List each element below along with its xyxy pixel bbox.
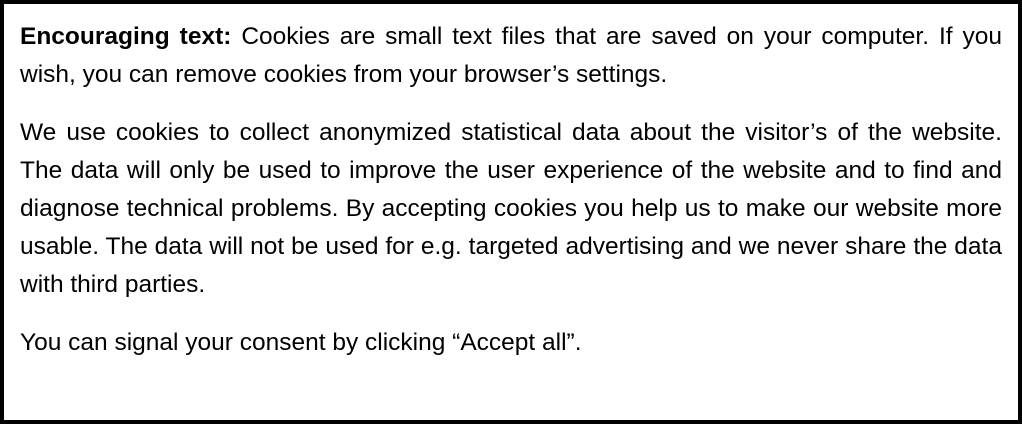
- paragraph-intro-text: Cookies are small text files that are saved on your computer. If you wish, you can remove cookies from your browser’s settings.: [20, 23, 1003, 88]
- paragraph-intro: [20, 18, 1002, 94]
- cookie-notice-content: [20, 18, 1002, 362]
- paragraph-consent: You can signal your consent by clicking “Accept all”.: [20, 328, 582, 356]
- lead-label: Encouraging text:: [20, 23, 232, 50]
- paragraph-data-usage: We use cookies to collect anonymized statistical data about the visitor’s of the website. The data will only be used to improve the user experience of the website and to find and diagnose technical problems. By accepting cookies you help us to make our website more usable. The data will not be used for e.g. targeted advertising and we never share the data with third parties.: [20, 118, 1002, 298]
